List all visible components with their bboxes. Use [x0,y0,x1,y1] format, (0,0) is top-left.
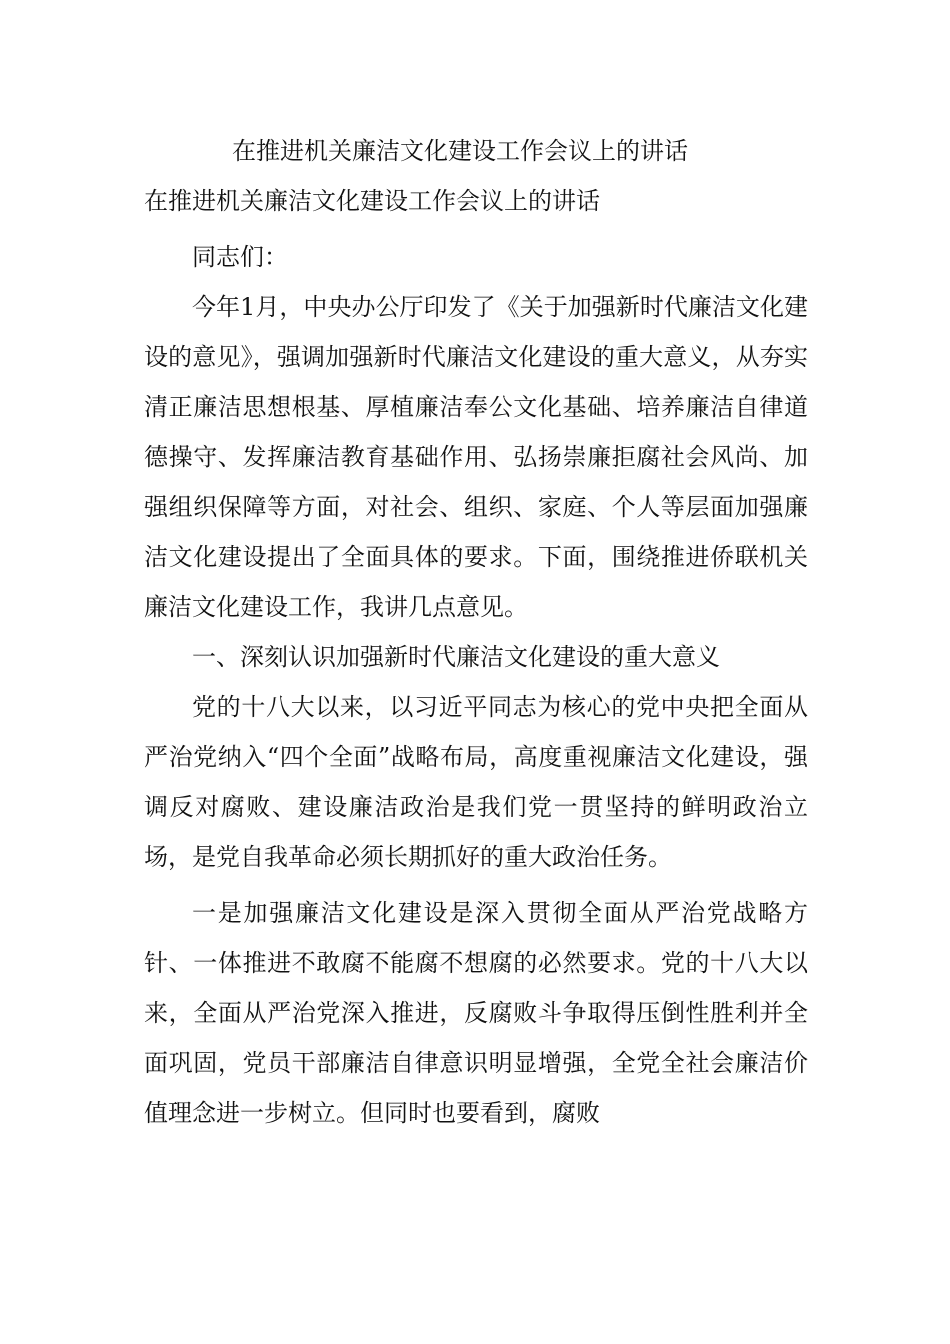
paragraph-point-1: 一是加强廉洁文化建设是深入贯彻全面从严治党战略方针、一体推进不敢腐不能腐不想腐的必然要求。党的十八大以来，全面从严治党深入推进，反腐败斗争取得压倒性胜利并全面巩固，党员干部廉洁自律意识明显增强，全党全社会廉洁价值理念进一步树立。但同时也要看到，腐败 [144,899,808,1127]
document-title: 在推进机关廉洁文化建设工作会议上的讲话 [232,137,688,165]
salutation: 同志们： [192,243,288,271]
document-subtitle: 在推进机关廉洁文化建设工作会议上的讲话 [144,187,600,215]
document-body [144,232,808,1138]
paragraph-intro: 今年1月，中央办公厅印发了《关于加强新时代廉洁文化建设的意见》，强调加强新时代廉洁文化建设的重大意义，从夯实清正廉洁思想根基、厚植廉洁奉公文化基础、培养廉洁自律道德操守、发挥廉洁教育基础作用、弘扬崇廉拒腐社会风尚、加强组织保障等方面，对社会、组织、家庭、个人等层面加强廉洁文化建设提出了全面具体的要求。下面，围绕推进侨联机关廉洁文化建设工作，我讲几点意见。 [144,293,808,621]
paragraph-section-1: 党的十八大以来，以习近平同志为核心的党中央把全面从严治党纳入“四个全面”战略布局，高度重视廉洁文化建设，强调反对腐败、建设廉洁政治是我们党一贯坚持的鲜明政治立场，是党自我革命必须长期抓好的重大政治任务。 [144,693,808,871]
section-heading-1: 一、深刻认识加强新时代廉洁文化建设的重大意义 [192,643,720,671]
